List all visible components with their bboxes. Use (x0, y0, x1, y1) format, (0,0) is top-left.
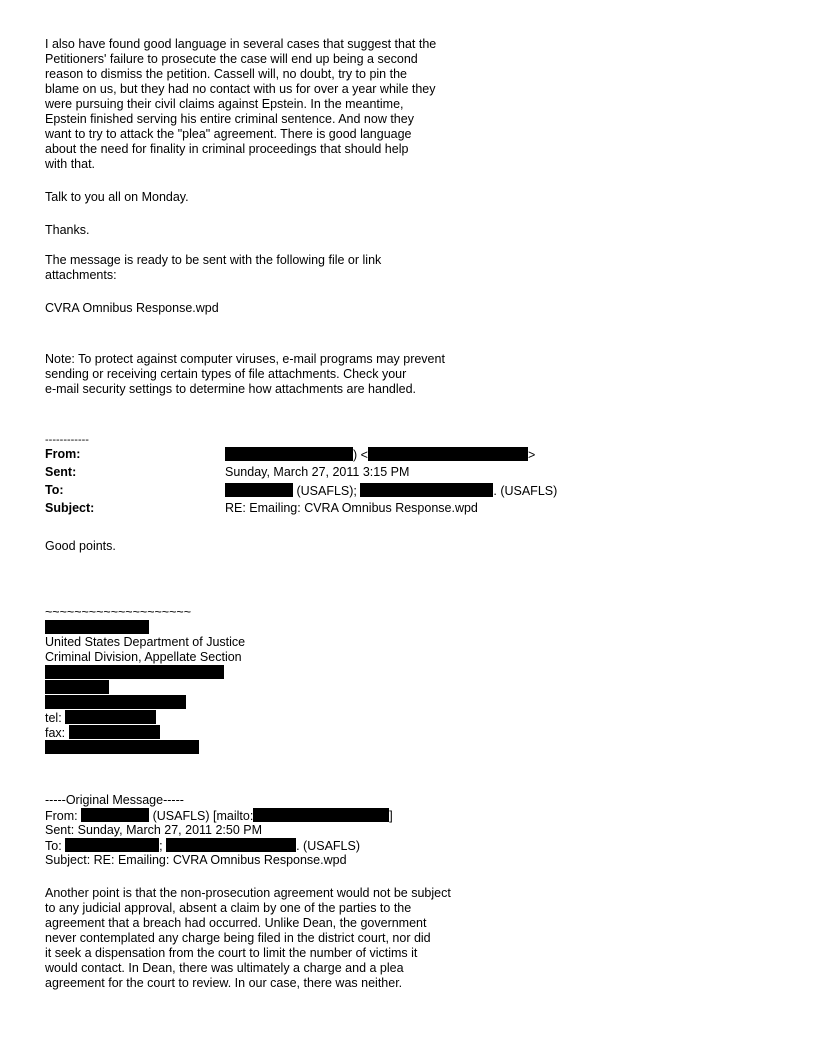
original-message-header (45, 793, 393, 868)
header-subject-row (45, 501, 785, 519)
body-paragraph-4: The message is ready to be sent with the following file or link attachments: (45, 253, 382, 282)
from-label: From: (45, 447, 81, 461)
sent-value: Sunday, March 27, 2011 3:15 PM (225, 465, 410, 479)
header-divider: ------------ (45, 434, 89, 446)
subject-value: RE: Emailing: CVRA Omnibus Response.wpd (225, 501, 478, 515)
redaction-bar (360, 483, 493, 497)
signature-address-3 (45, 695, 245, 710)
redaction-bar (65, 710, 156, 724)
signature-block (45, 605, 245, 755)
original-subject: Subject: RE: Emailing: CVRA Omnibus Response.wpd (45, 853, 347, 867)
to-value: (USAFLS); . (USAFLS) (225, 483, 557, 498)
signature-email (45, 740, 245, 755)
redaction-bar (69, 725, 160, 739)
to-label: To: (45, 483, 64, 497)
signature-fax: fax: (45, 725, 245, 740)
signature-address-1 (45, 665, 245, 680)
redaction-bar (45, 740, 199, 754)
redaction-bar (225, 447, 353, 461)
redaction-bar (45, 680, 109, 694)
original-from: From: (USAFLS) [mailto: ] (45, 809, 393, 823)
redaction-bar (225, 483, 293, 497)
attachment-name: CVRA Omnibus Response.wpd (45, 301, 219, 315)
header-to-row (45, 483, 785, 501)
body-paragraph-1: I also have found good language in several cases that suggest that the Petitioners' failure to prosecute the case will end up being a second reason to dismiss the petition. Cassell will, no doubt, try to pin the blame on us, but they had no contact with us for over a year while they were pursuing their civil claims against Epstein. In the meantime, Epstein finished serving his entire criminal sentence. And now they want to try to attack the "plea" agreement. There is good language about the need for finality in criminal proceedings that should help with that. (45, 37, 437, 171)
redaction-bar (81, 808, 149, 822)
header-from-row (45, 447, 785, 465)
signature-dept: United States Department of Justice (45, 635, 246, 649)
original-sent: Sent: Sunday, March 27, 2011 2:50 PM (45, 823, 263, 837)
signature-tel: tel: (45, 710, 245, 725)
original-body: Another point is that the non-prosecution agreement would not be subject to any judicial approval, absent a claim by one of the parties to the agreement that a breach had occurred. Unlike Dean, the government never contemplated any charge being filed in the district court, nor did it seek a dispensation from the court to limit the number of victims it would contact. In Dean, there was ultimately a charge and a plea agreement for the court to review. In our case, there was neither. (45, 886, 451, 990)
header-sent-row (45, 465, 785, 483)
body-paragraph-2: Talk to you all on Monday. (45, 190, 189, 204)
reply-text: Good points. (45, 539, 116, 553)
signature-division: Criminal Division, Appellate Section (45, 650, 242, 664)
redaction-bar (253, 808, 389, 822)
redaction-bar (45, 695, 186, 709)
body-paragraph-3: Thanks. (45, 223, 90, 237)
redaction-bar (166, 838, 296, 852)
original-heading: -----Original Message----- (45, 793, 184, 807)
subject-label: Subject: (45, 501, 95, 515)
original-to: To: ; . (USAFLS) (45, 839, 361, 853)
sent-label: Sent: (45, 465, 77, 479)
from-value: ) < > (225, 447, 535, 462)
signature-name (45, 620, 245, 635)
redaction-bar (45, 620, 149, 634)
signature-address-2 (45, 680, 245, 695)
signature-tilde: ~~~~~~~~~~~~~~~~~~~~ (45, 605, 191, 619)
virus-note: Note: To protect against computer viruses, e-mail programs may prevent sending or receiving certain types of file attachments. Check your e-mail security settings to determine how attachments are handled. (45, 352, 445, 396)
redaction-bar (368, 447, 528, 461)
redaction-bar (65, 838, 159, 852)
redaction-bar (45, 665, 224, 679)
